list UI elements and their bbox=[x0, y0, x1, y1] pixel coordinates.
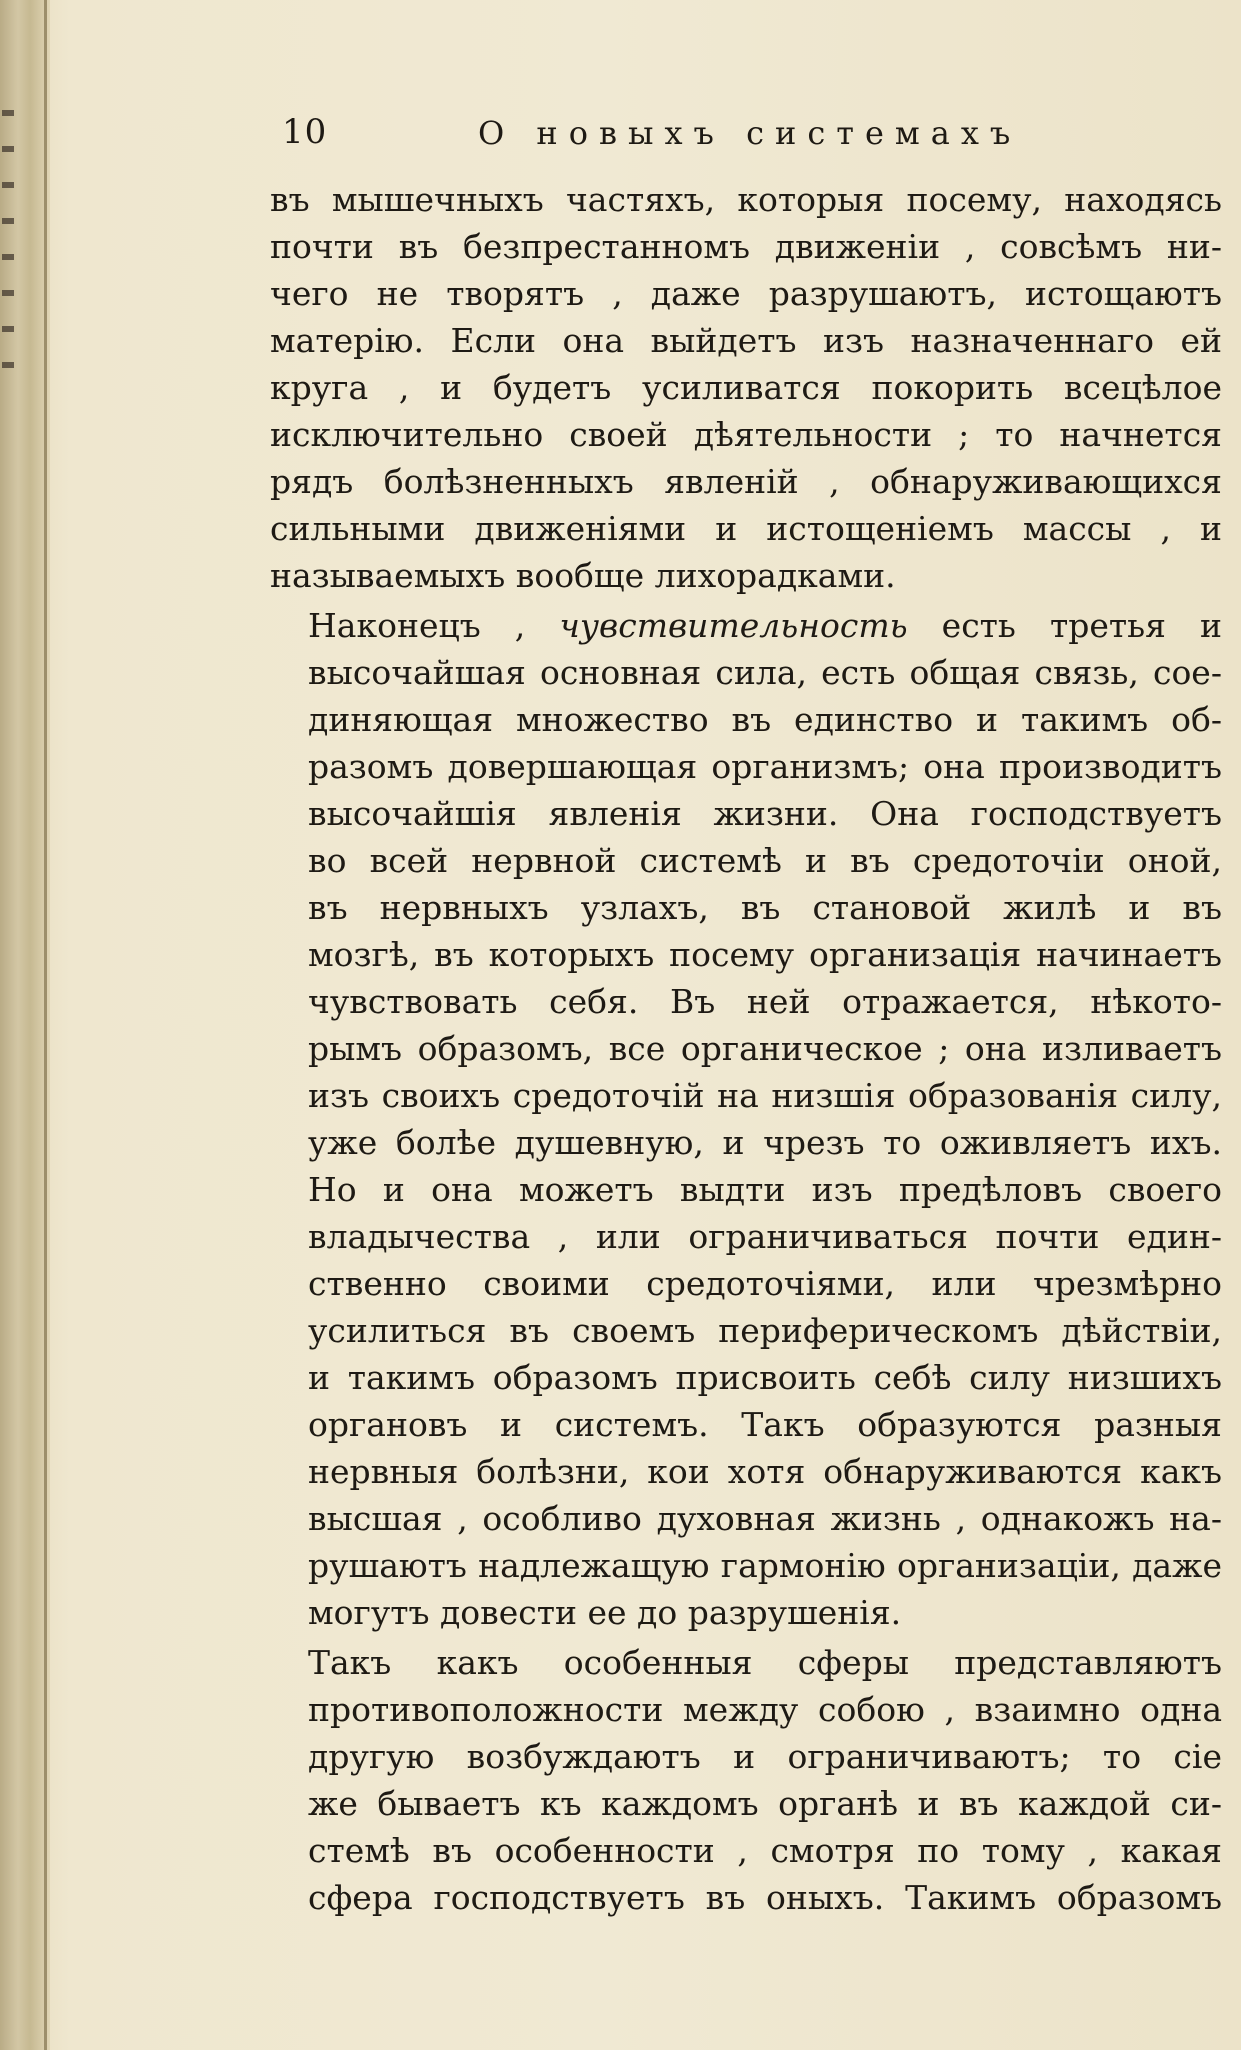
text-line: противоположности между собою , взаимно одна bbox=[308, 1690, 1222, 1729]
text-line: почти въ безпрестанномъ движеніи , совсѣмъ ни- bbox=[270, 227, 1222, 266]
text-line: диняющая множество въ единство и такимъ об- bbox=[308, 700, 1222, 739]
text-line: сильными движеніями и истощеніемъ массы , и bbox=[270, 509, 1222, 548]
paragraph-1 bbox=[270, 176, 1222, 599]
edge-marks bbox=[2, 110, 14, 410]
binding-edge-line bbox=[44, 0, 47, 2050]
text-line: во всей нервной системѣ и въ средоточіи оной, bbox=[308, 841, 1222, 880]
text-line: рядъ болѣзненныхъ явленій , обнаруживающихся bbox=[270, 462, 1222, 501]
paragraph-2 bbox=[270, 602, 1222, 1636]
text-line: изъ своихъ средоточій на низшія образованія силу, bbox=[308, 1076, 1222, 1115]
emphasized-word: чувствительность bbox=[559, 606, 908, 645]
running-title: О новыхъ системахъ bbox=[478, 114, 1022, 152]
text-line: въ нервныхъ узлахъ, въ становой жилѣ и въ bbox=[308, 888, 1222, 927]
text-line: стемѣ въ особенности , смотря по тому , какая bbox=[308, 1831, 1222, 1870]
text-line: могутъ довести ее до разрушенія. bbox=[308, 1593, 902, 1632]
paragraph-3 bbox=[270, 1639, 1222, 1921]
text-line: Такъ какъ особенныя сферы представляютъ bbox=[308, 1643, 1222, 1682]
text-line: владычества , или ограничиваться почти един- bbox=[308, 1217, 1222, 1256]
text-line: Но и она можетъ выдти изъ предѣловъ своего bbox=[308, 1170, 1222, 1209]
body-text bbox=[270, 176, 1222, 1924]
text-line: высшая , особливо духовная жизнь , однакожъ на- bbox=[308, 1499, 1222, 1538]
text-line: органовъ и системъ. Такъ образуются разныя bbox=[308, 1405, 1222, 1444]
text-line: нервныя болѣзни, кои хотя обнаруживаются какъ bbox=[308, 1452, 1222, 1491]
text-line: сфера господствуетъ въ оныхъ. Такимъ образомъ bbox=[308, 1878, 1222, 1917]
text-line: мозгѣ, въ которыхъ посему организація начинаетъ bbox=[308, 935, 1222, 974]
text-line: другую возбуждаютъ и ограничиваютъ; то сіе bbox=[308, 1737, 1222, 1776]
page-number: 10 bbox=[282, 112, 328, 152]
page-header bbox=[282, 112, 1222, 158]
text-line: уже болѣе душевную, и чрезъ то оживляетъ ихъ. bbox=[308, 1123, 1222, 1162]
text-line: и такимъ образомъ присвоить себѣ силу низшихъ bbox=[308, 1358, 1222, 1397]
text-line: же бываетъ къ каждомъ органѣ и въ каждой си- bbox=[308, 1784, 1222, 1823]
text-line: чувствовать себя. Въ ней отражается, нѣкото- bbox=[308, 982, 1222, 1021]
text-line: чего не творятъ , даже разрушаютъ, истощаютъ bbox=[270, 274, 1222, 313]
text-line: круга , и будетъ усиливатся покорить всецѣлое bbox=[270, 368, 1222, 407]
text-line: высочайшія явленія жизни. Она господствуетъ bbox=[308, 794, 1222, 833]
text-line: разомъ довершающая организмъ; она производитъ bbox=[308, 747, 1222, 786]
text-line: называемыхъ вообще лихорадками. bbox=[270, 556, 896, 595]
text-line: усилиться въ своемъ периферическомъ дѣйствіи, bbox=[308, 1311, 1222, 1350]
text-line: рушаютъ надлежащую гармонію организаціи, даже bbox=[308, 1546, 1222, 1585]
text-line: исключительно своей дѣятельности ; то начнется bbox=[270, 415, 1222, 454]
text-line: Наконецъ , чувствительность есть третья и bbox=[308, 606, 1222, 645]
text-line: матерію. Если она выйдетъ изъ назначеннаго ей bbox=[270, 321, 1222, 360]
text-line: въ мышечныхъ частяхъ, которыя посему, находясь bbox=[270, 180, 1222, 219]
text-line: высочайшая основная сила, есть общая связь, сое- bbox=[308, 653, 1222, 692]
text-line: ственно своими средоточіями, или чрезмѣрно bbox=[308, 1264, 1222, 1303]
text-line: рымъ образомъ, все органическое ; она изливаетъ bbox=[308, 1029, 1222, 1068]
